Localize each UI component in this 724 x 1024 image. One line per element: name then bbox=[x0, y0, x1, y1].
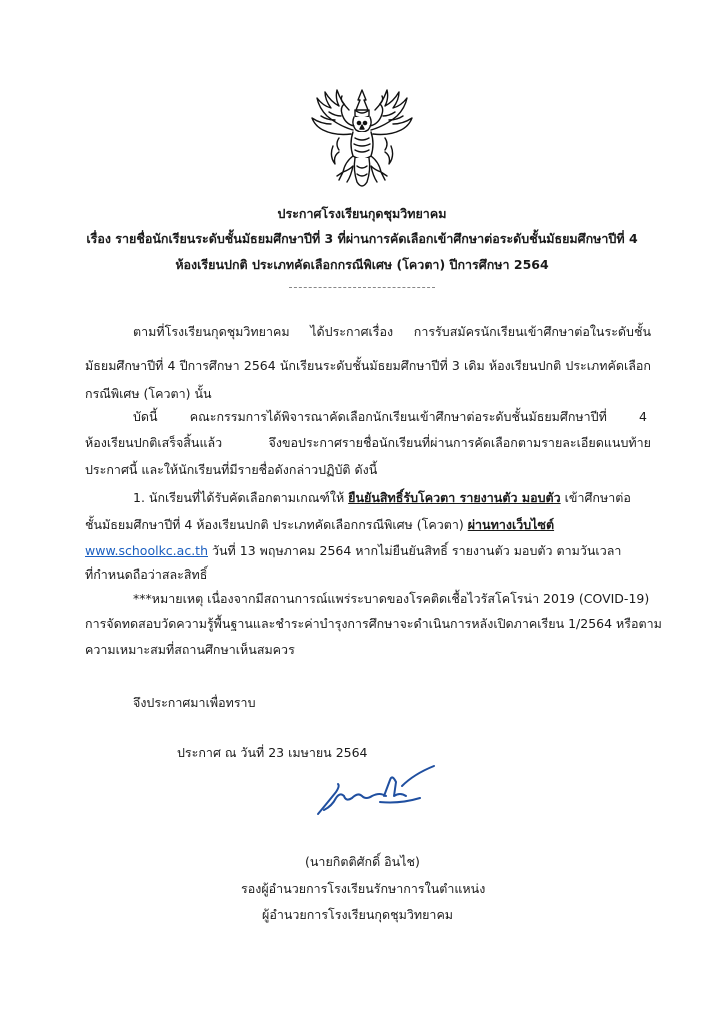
signatory-position-2: ผู้อำนวยการโรงเรียนกุดชุมวิทยาคม bbox=[262, 907, 454, 922]
item-1-website-emphasis: ผ่านทางเว็บไซต์ bbox=[467, 517, 555, 532]
item-1-text-c: เข้าศึกษาต่อ bbox=[560, 490, 631, 505]
item-1-text-a: 1. นักเรียนที่ได้รับคัดเลือกตามเกณฑ์ให้ bbox=[133, 490, 349, 505]
item-1-line-2 bbox=[85, 515, 554, 535]
note-line-3: ความเหมาะสมที่สถานศึกษาเห็นสมควร bbox=[85, 642, 295, 657]
announcement-subject-line-2: ห้องเรียนปกติ ประเภทคัดเลือกกรณีพิเศษ (โควตา) ปีการศึกษา 2564 bbox=[175, 257, 549, 272]
signature-icon bbox=[310, 762, 444, 826]
item-1-date-text: วันที่ 13 พฤษภาคม 2564 หากไม่ยืนยันสิทธิ์ รายงานตัว มอบตัว ตามวันเวลา bbox=[208, 543, 622, 558]
note-line-1: ***หมายเหตุ เนื่องจากมีสถานการณ์แพร่ระบาดของโรคติดเชื้อไวรัสโคโรน่า 2019 (COVID-19) bbox=[133, 591, 650, 606]
paragraph-2-line-1: บัดนี้ คณะกรรมการได้พิจารณาคัดเลือกนักเรียนเข้าศึกษาต่อระดับชั้นมัธยมศึกษาปีที่ 4 bbox=[133, 409, 647, 424]
signatory-position-1: รองผู้อำนวยการโรงเรียนรักษาการในตำแหน่ง bbox=[241, 881, 486, 896]
paragraph-1-line-3: กรณีพิเศษ (โควตา) นั้น bbox=[85, 386, 212, 401]
item-1-line-2-text: ชั้นมัธยมศึกษาปีที่ 4 ห้องเรียนปกติ ประเภทคัดเลือกกรณีพิเศษ (โควตา) bbox=[85, 517, 468, 532]
paragraph-2-line-2: ห้องเรียนปกติเสร็จสิ้นแล้ว จึงขอประกาศรายชื่อนักเรียนที่ผ่านการคัดเลือกตามรายละเอียดแนบท้าย bbox=[85, 435, 651, 450]
announcement-title: ประกาศโรงเรียนกุดชุมวิทยาคม bbox=[277, 206, 447, 221]
item-1-line-3 bbox=[85, 541, 621, 561]
announcement-subject-line-1: เรื่อง รายชื่อนักเรียนระดับชั้นมัธยมศึกษาปีที่ 3 ที่ผ่านการคัดเลือกเข้าศึกษาต่อระดับชั้นมัธยมศึกษาปีที่ 4 bbox=[86, 231, 638, 246]
school-website-link[interactable]: www.schoolkc.ac.th bbox=[85, 543, 208, 558]
closing-line: จึงประกาศมาเพื่อทราบ bbox=[133, 695, 256, 710]
title-divider bbox=[289, 287, 435, 288]
paragraph-1-line-1: ตามที่โรงเรียนกุดชุมวิทยาคม ได้ประกาศเรื่อง การรับสมัครนักเรียนเข้าศึกษาต่อในระดับชั้น bbox=[133, 324, 651, 339]
garuda-emblem-icon bbox=[309, 86, 415, 194]
item-1-emphasis: ยืนยันสิทธิ์รับโควตา รายงานตัว มอบตัว bbox=[348, 490, 561, 505]
note-line-2: การจัดทดสอบวัดความรู้พื้นฐานและชำระค่าบำรุงการศึกษาจะดำเนินการหลังเปิดภาคเรียน 1/2564 หรือตาม bbox=[85, 616, 662, 631]
signatory-name: (นายกิตติศักดิ์ อินไช) bbox=[305, 854, 420, 869]
announcement-date: ประกาศ ณ วันที่ 23 เมษายน 2564 bbox=[177, 745, 368, 760]
paragraph-2-line-3: ประกาศนี้ และให้นักเรียนที่มีรายชื่อดังกล่าวปฏิบัติ ดังนี้ bbox=[85, 462, 378, 477]
item-1-line-4: ที่กำหนดถือว่าสละสิทธิ์ bbox=[85, 567, 208, 582]
paragraph-1-line-2: มัธยมศึกษาปีที่ 4 ปีการศึกษา 2564 นักเรียนระดับชั้นมัธยมศึกษาปีที่ 3 เดิม ห้องเรียนปกติ ประเภทคัดเลือก bbox=[85, 358, 651, 373]
item-1-line-1 bbox=[133, 488, 631, 508]
